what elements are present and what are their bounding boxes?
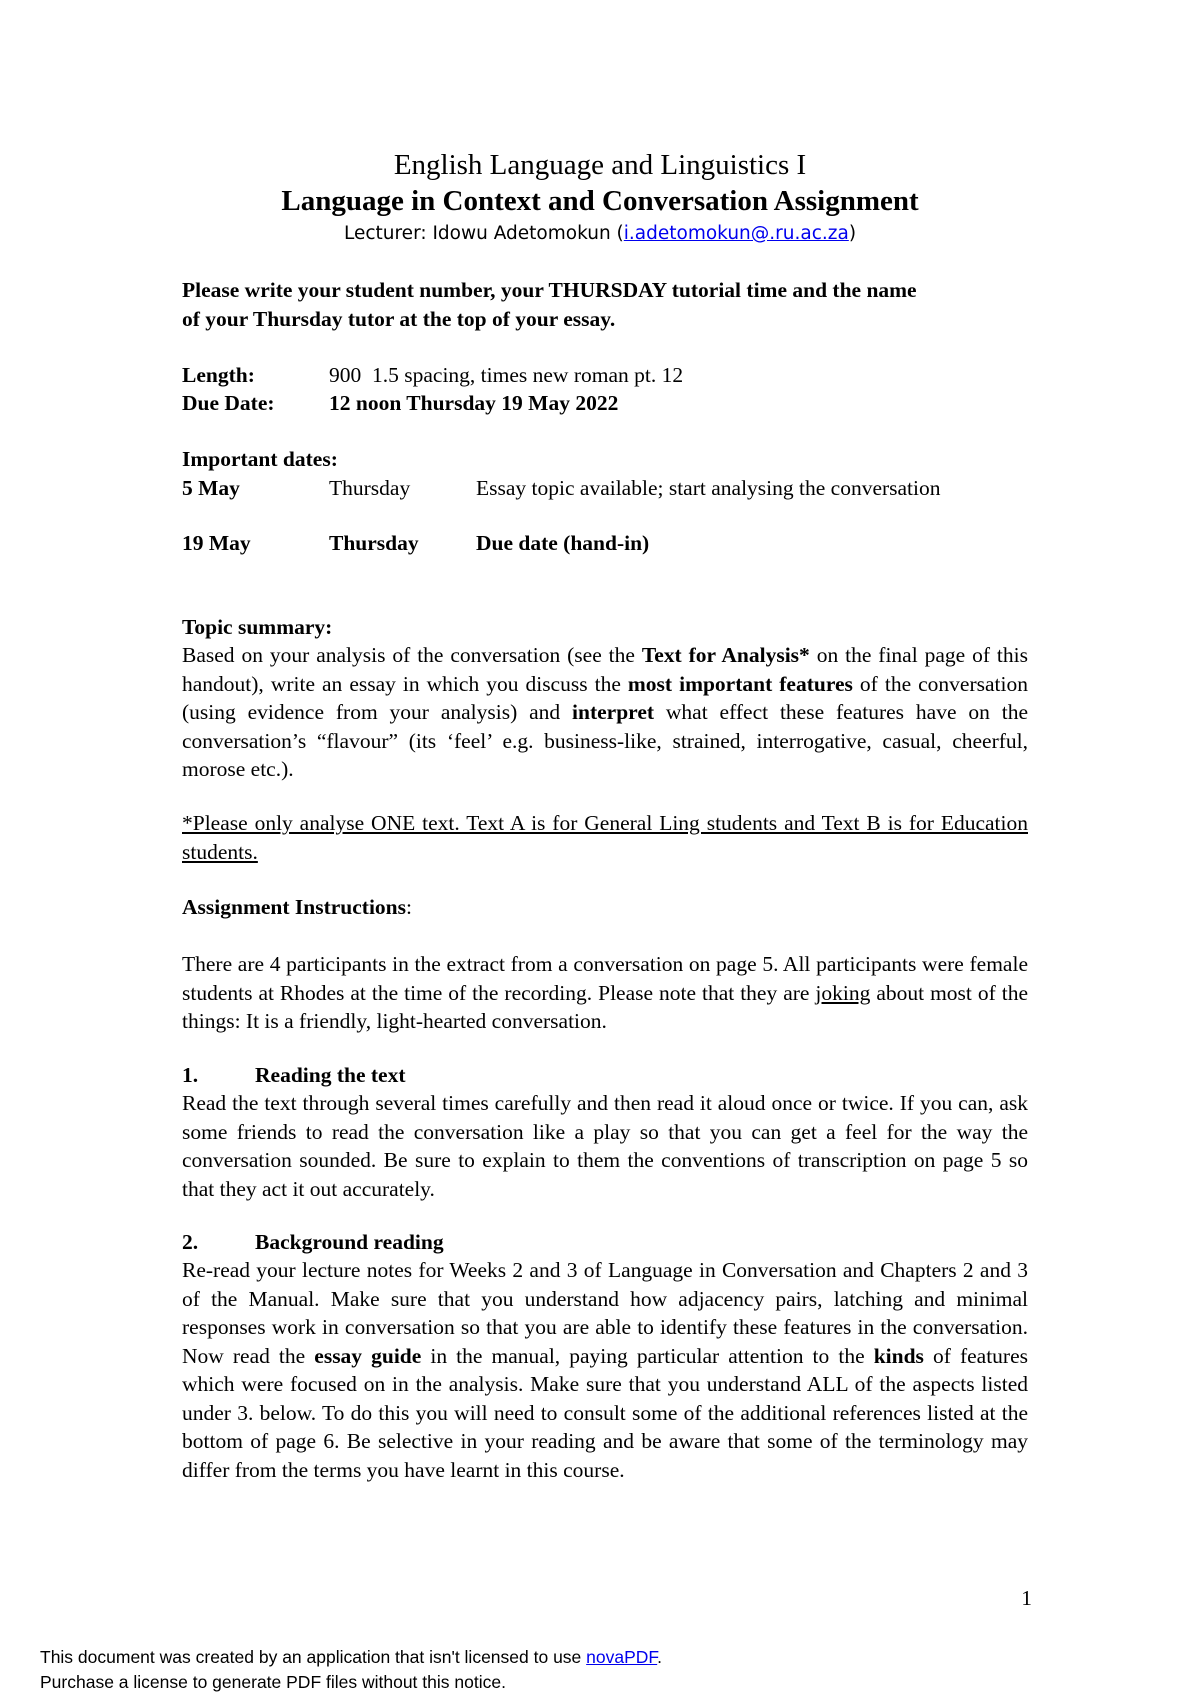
assignment-heading-text: Assignment Instructions bbox=[182, 895, 406, 919]
topic-text-2: on the final page of this handout), write an essay in which you discuss the bbox=[182, 643, 1028, 696]
section-2-text-3: of features which were focused on in the analysis. Make sure that you understand ALL of the aspects listed under 3. below. To do this you will need to consult some of the additional references listed at the bottom of page 6. Be selective in your reading and be aware that some of the terminology may differ from the terms you have learnt in this course. bbox=[182, 1343, 1028, 1482]
topic-summary-paragraph bbox=[182, 641, 1028, 784]
section-1-title: Reading the text bbox=[255, 1063, 406, 1087]
date-row-2-date: 19 May bbox=[182, 531, 251, 555]
assignment-paragraph bbox=[182, 950, 1028, 1036]
assignment-text-end: about most of the things: It is a friendly, light-hearted conversation. bbox=[182, 980, 1029, 1033]
instruction-line-2: of your Thursday tutor at the top of your essay. bbox=[182, 307, 616, 331]
important-dates-heading: Important dates: bbox=[182, 447, 338, 471]
length-value: 900 1.5 spacing, times new roman pt. 12 bbox=[329, 363, 684, 387]
topic-bold-most-important: most important features bbox=[627, 671, 853, 696]
date-row-1-date: 5 May bbox=[182, 476, 240, 500]
date-row-2-day: Thursday bbox=[329, 531, 419, 555]
novapdf-link[interactable]: novaPDF bbox=[586, 1647, 658, 1667]
text-choice-note: *Please only analyse ONE text. Text A is for General Ling students and Text B is for Education students. bbox=[182, 811, 1028, 864]
license-notice-line-2: Purchase a license to generate PDF files without this notice. bbox=[40, 1672, 506, 1692]
topic-text-4: what effect these features have on the conversation’s “flavour” (its ‘feel’ e.g. business-like, strained, interrogative, casual, cheerful, morose etc.). bbox=[182, 700, 1028, 781]
date-row-1-event: Essay topic available; start analysing the conversation bbox=[476, 476, 941, 500]
section-2-bold-essay-guide: essay guide bbox=[314, 1343, 422, 1368]
instruction-line-1: Please write your student number, your THURSDAY tutorial time and the name bbox=[182, 278, 917, 302]
section-1-paragraph: Read the text through several times carefully and then read it aloud once or twice. If you can, ask some friends to read the conversation like a play so that you can get a feel for the way the conversation sounded. Be sure to explain to them the conventions of transcription on page 5 so that they act it out accurately. bbox=[182, 1091, 1028, 1201]
lecturer-suffix: ) bbox=[848, 223, 857, 244]
length-label: Length: bbox=[182, 363, 255, 387]
section-2-number: 2. bbox=[182, 1230, 199, 1254]
section-2-title: Background reading bbox=[255, 1230, 444, 1254]
section-2-text-1: Re-read your lecture notes for Weeks 2 and 3 of Language in Conversation and Chapters 2 and 3 of the Manual. Make sure that you understand how adjacency pairs, latching and minimal responses work in conversation so that you are able to identify these features in the conversation. Now read the bbox=[182, 1258, 1028, 1368]
assignment-instructions-heading bbox=[182, 893, 412, 922]
date-row-2-event: Due date (hand-in) bbox=[476, 531, 650, 555]
topic-bold-text-for-analysis: Text for Analysis* bbox=[641, 643, 810, 667]
date-row-1-day: Thursday bbox=[329, 476, 411, 500]
course-title: English Language and Linguistics I bbox=[393, 149, 807, 181]
assignment-title: Language in Context and Conversation Assignment bbox=[281, 185, 919, 217]
due-date-value: 12 noon Thursday 19 May 2022 bbox=[329, 391, 619, 415]
topic-summary-heading: Topic summary: bbox=[182, 615, 333, 639]
topic-text-3: of the conversation (using evidence from your analysis) and bbox=[182, 671, 1028, 724]
due-date-label: Due Date: bbox=[182, 391, 275, 415]
topic-bold-interpret: interpret bbox=[572, 700, 655, 724]
section-2-bold-kinds: kinds bbox=[873, 1343, 924, 1368]
page-number: 1 bbox=[1021, 1586, 1032, 1610]
license-notice-period: . bbox=[657, 1647, 663, 1667]
license-notice-line-1 bbox=[40, 1645, 662, 1669]
lecturer-email-link[interactable]: i.adetomokun@.ru.ac.za bbox=[623, 223, 849, 244]
assignment-text-1: There are 4 participants in the extract from a conversation on page 5. All participants were female students at Rhodes at the time of the recording. Please note that they are bbox=[182, 952, 1028, 1005]
topic-text-1: Based on your analysis of the conversation (see the bbox=[182, 643, 642, 667]
section-1-number: 1. bbox=[182, 1063, 199, 1087]
assignment-underlined-joking: joking bbox=[815, 980, 871, 1005]
license-notice-text: This document was created by an application that isn't licensed to use bbox=[40, 1647, 587, 1667]
lecturer-line bbox=[0, 221, 1200, 247]
assignment-heading-colon: : bbox=[406, 895, 412, 919]
section-2-text-2: in the manual, paying particular attention to the bbox=[421, 1343, 874, 1368]
lecturer-prefix: Lecturer: Idowu Adetomokun ( bbox=[343, 223, 624, 244]
section-2-paragraph bbox=[182, 1256, 1028, 1484]
